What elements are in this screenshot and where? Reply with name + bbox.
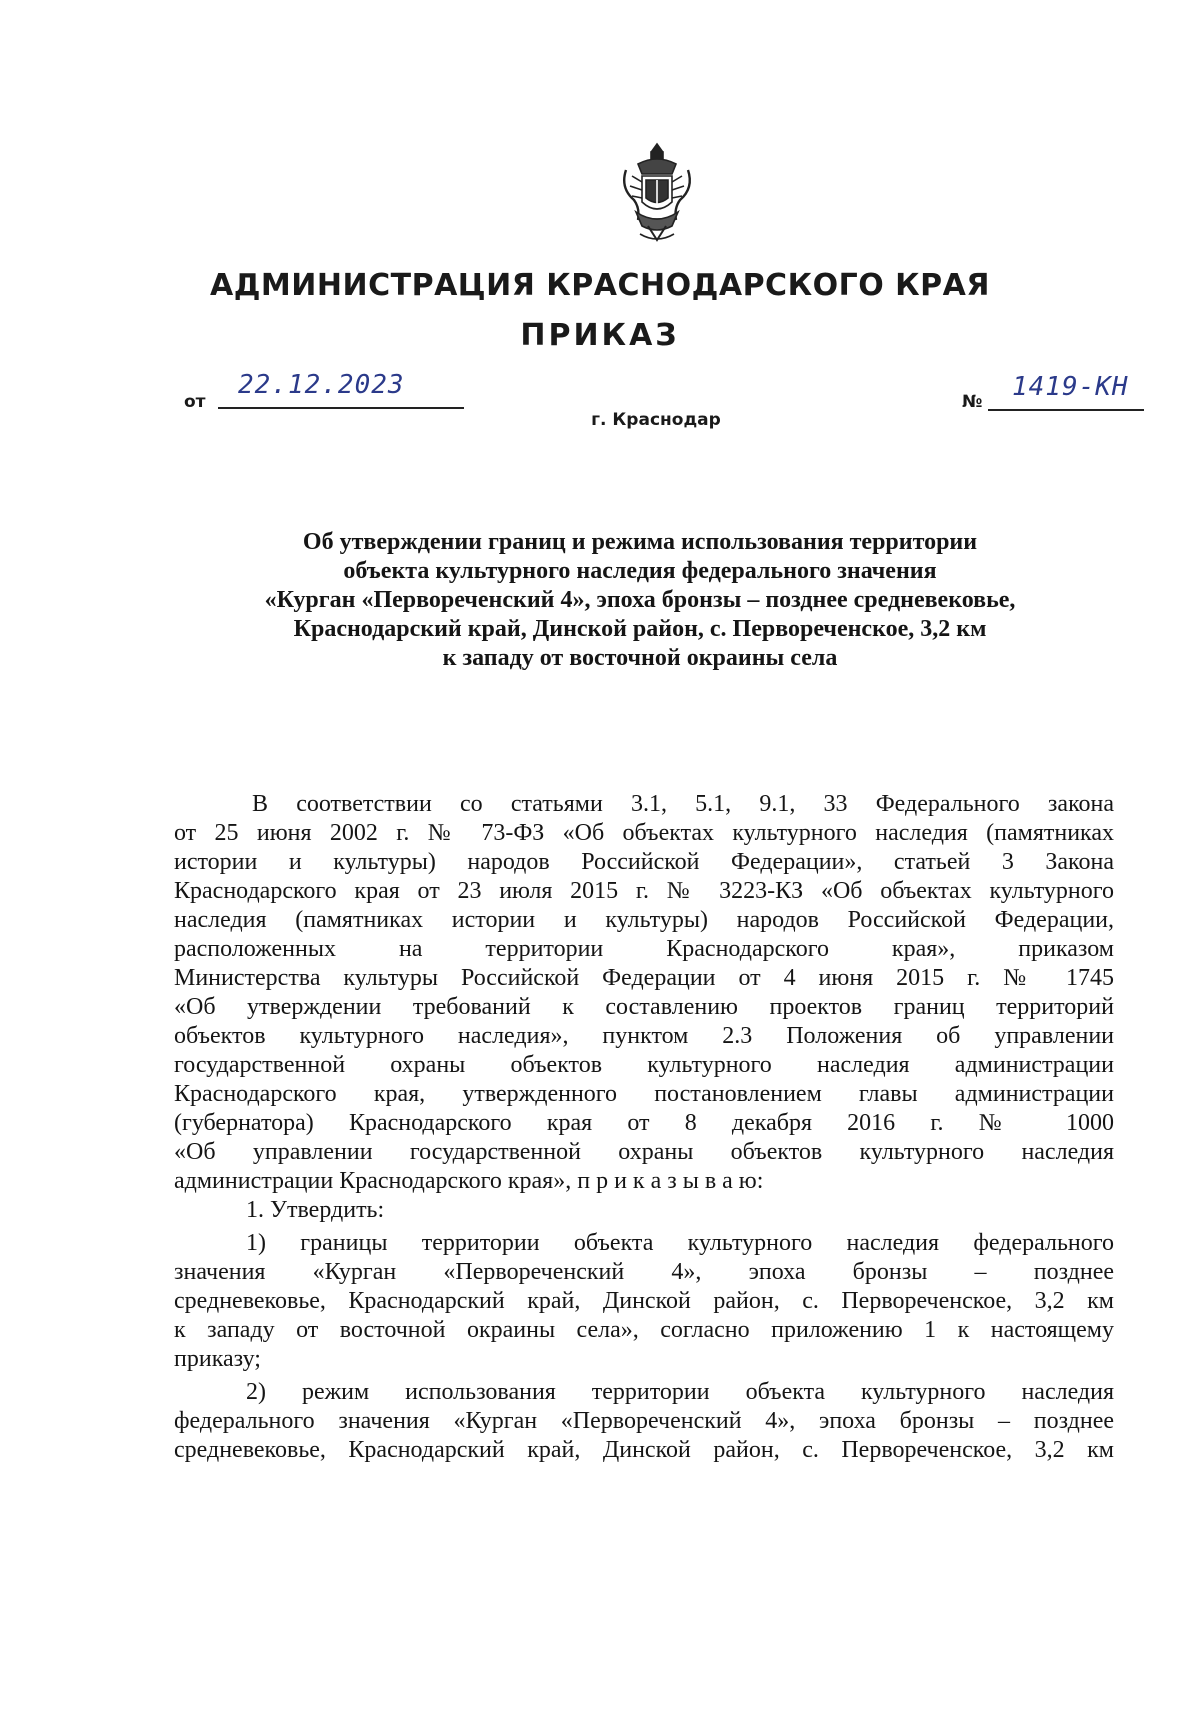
document-type: ПРИКАЗ	[520, 318, 680, 353]
preamble-line: расположенных на территории Краснодарского края», приказом	[174, 936, 1114, 962]
preamble-line: государственной охраны объектов культурного наследия администрации	[174, 1052, 1114, 1078]
order-body	[174, 790, 1114, 1465]
subject-line: объекта культурного наследия федерального значения	[343, 558, 937, 584]
preamble-line: Краснодарского края от 23 июля 2015 г. № 3223-КЗ «Об объектах культурного	[174, 878, 1114, 904]
date-prefix: от	[184, 392, 206, 412]
order-subject	[180, 528, 1100, 673]
item-1-1-line: средневековье, Краснодарский край, Динской район, с. Первореченское, 3,2 км	[174, 1288, 1114, 1314]
organization-title: АДМИНИСТРАЦИЯ КРАСНОДАРСКОГО КРАЯ	[210, 268, 990, 303]
preamble-line: истории и культуры) народов Российской Федерации», статьей 3 Закона	[174, 849, 1114, 875]
coat-of-arms-emblem	[618, 140, 696, 248]
preamble-line: Министерства культуры Российской Федерации от 4 июня 2015 г. № 1745	[174, 965, 1114, 991]
item-1-1-line: к западу от восточной окраины села», согласно приложению 1 к настоящему	[174, 1317, 1114, 1343]
item-1-1-line: приказу;	[174, 1346, 261, 1372]
preamble-line: (губернатора) Краснодарского края от 8 декабря 2016 г. № 1000	[174, 1110, 1114, 1136]
subject-line: Краснодарский край, Динской район, с. Первореченское, 3,2 км	[293, 616, 987, 642]
date-handwritten: 22.12.2023	[238, 370, 405, 400]
preamble-line: наследия (памятниках истории и культуры) народов Российской Федерации,	[174, 907, 1114, 933]
number-prefix: №	[962, 392, 983, 412]
subject-line: Об утверждении границ и режима использования территории	[302, 529, 978, 555]
subject-line: к западу от восточной окраины села	[442, 645, 838, 671]
item-1-2-line: средневековье, Краснодарский край, Динской район, с. Первореченское, 3,2 км	[174, 1437, 1114, 1463]
item-1-1-line: значения «Курган «Первореченский 4», эпоха бронзы – позднее	[174, 1259, 1114, 1285]
preamble-line: Краснодарского края, утвержденного постановлением главы администрации	[174, 1081, 1114, 1107]
number-handwritten: 1419-КН	[1012, 372, 1129, 402]
preamble-line: «Об управлении государственной охраны объектов культурного наследия	[174, 1139, 1114, 1165]
preamble-line: объектов культурного наследия», пунктом 2.3 Положения об управлении	[174, 1023, 1114, 1049]
item-1-2-line: федерального значения «Курган «Первореченский 4», эпоха бронзы – позднее	[174, 1408, 1114, 1434]
subject-line: «Курган «Первореченский 4», эпоха бронзы – позднее средневековье,	[264, 587, 1016, 613]
item-1-1-line: 1) границы территории объекта культурного наследия федерального	[246, 1230, 1114, 1256]
preamble-line: администрации Краснодарского края», п р и к а з ы в а ю:	[174, 1168, 764, 1194]
preamble-line: «Об утверждении требований к составлению проектов границ территорий	[174, 994, 1114, 1020]
item-1-2-line: 2) режим использования территории объекта культурного наследия	[246, 1379, 1114, 1405]
item-1: 1. Утвердить:	[246, 1197, 385, 1223]
city: г. Краснодар	[591, 410, 721, 430]
preamble-line: от 25 июня 2002 г. № 73-ФЗ «Об объектах культурного наследия (памятниках	[174, 820, 1114, 846]
preamble-line: В соответствии со статьями 3.1, 5.1, 9.1, 33 Федерального закона	[252, 791, 1114, 817]
date-underline	[218, 407, 464, 409]
